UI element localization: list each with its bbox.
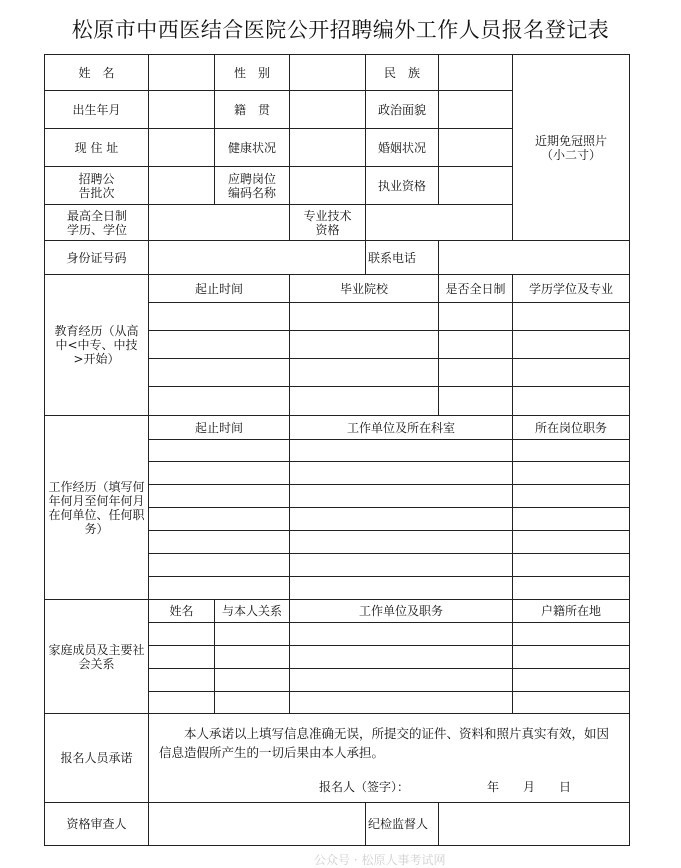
education-cell[interactable] xyxy=(149,387,290,416)
education-cell[interactable] xyxy=(149,331,290,359)
work-header-period: 起止时间 xyxy=(149,416,290,440)
family-cell[interactable] xyxy=(149,692,215,714)
work-cell[interactable] xyxy=(290,577,513,600)
family-cell[interactable] xyxy=(290,646,513,669)
watermark-text: 公众号 · 松原人事考试网 xyxy=(314,853,446,867)
pledge-signature[interactable]: 报名人（签字）： xyxy=(319,780,410,794)
marital-label: 婚姻状况 xyxy=(366,129,439,167)
notice-batch-label: 招聘公告批次 xyxy=(45,167,149,205)
family-cell[interactable] xyxy=(290,623,513,646)
education-cell[interactable] xyxy=(439,331,513,359)
native-place-label: 籍 贯 xyxy=(215,91,290,129)
family-cell[interactable] xyxy=(290,692,513,714)
political-status-field[interactable] xyxy=(439,91,513,129)
pledge-label: 报名人员承诺 xyxy=(45,714,149,803)
family-cell[interactable] xyxy=(215,692,290,714)
education-cell[interactable] xyxy=(290,331,439,359)
education-cell[interactable] xyxy=(290,359,439,387)
ethnicity-label: 民 族 xyxy=(366,55,439,91)
birth-field[interactable] xyxy=(149,91,215,129)
work-cell[interactable] xyxy=(149,440,290,462)
education-header-degree: 学历学位及专业 xyxy=(513,275,630,303)
work-cell[interactable] xyxy=(290,440,513,462)
id-number-label: 身份证号码 xyxy=(45,241,149,275)
family-cell[interactable] xyxy=(513,669,630,692)
education-header-school: 毕业院校 xyxy=(290,275,439,303)
education-history-label: 教育经历（从高中<中专、中技>开始） xyxy=(45,275,149,416)
health-field[interactable] xyxy=(290,129,366,167)
id-number-field[interactable] xyxy=(149,241,366,275)
work-cell[interactable] xyxy=(513,577,630,600)
health-label: 健康状况 xyxy=(215,129,290,167)
work-header-position: 所在岗位职务 xyxy=(513,416,630,440)
pledge-box xyxy=(149,714,630,803)
family-cell[interactable] xyxy=(215,669,290,692)
work-cell[interactable] xyxy=(290,531,513,554)
education-cell[interactable] xyxy=(439,303,513,331)
work-cell[interactable] xyxy=(290,508,513,531)
family-header-hukou: 户籍所在地 xyxy=(513,600,630,623)
address-label: 现 住 址 xyxy=(45,129,149,167)
education-cell[interactable] xyxy=(513,359,630,387)
education-header-fulltime: 是否全日制 xyxy=(439,275,513,303)
family-cell[interactable] xyxy=(149,623,215,646)
family-cell[interactable] xyxy=(215,623,290,646)
education-cell[interactable] xyxy=(513,387,630,416)
professional-title-label: 专业技术资格 xyxy=(290,205,366,241)
work-cell[interactable] xyxy=(513,554,630,577)
work-cell[interactable] xyxy=(290,554,513,577)
phone-field[interactable] xyxy=(439,241,630,275)
work-cell[interactable] xyxy=(149,554,290,577)
birth-label: 出生年月 xyxy=(45,91,149,129)
education-header-period: 起止时间 xyxy=(149,275,290,303)
family-header-relation: 与本人关系 xyxy=(215,600,290,623)
qualification-reviewer-field[interactable] xyxy=(149,803,366,846)
work-cell[interactable] xyxy=(149,508,290,531)
work-cell[interactable] xyxy=(513,462,630,485)
family-cell[interactable] xyxy=(149,646,215,669)
work-cell[interactable] xyxy=(513,485,630,508)
gender-label: 性 别 xyxy=(215,55,290,91)
education-cell[interactable] xyxy=(290,387,439,416)
license-label: 执业资格 xyxy=(366,167,439,205)
work-cell[interactable] xyxy=(513,508,630,531)
pledge-text: 本人承诺以上填写信息准确无误，所提交的证件、资料和照片真实有效，如因信息造假所产生的一切后果由本人承担。 xyxy=(159,726,610,760)
discipline-supervisor-field[interactable] xyxy=(439,803,630,846)
work-cell[interactable] xyxy=(149,485,290,508)
name-field[interactable] xyxy=(149,55,215,91)
marital-field[interactable] xyxy=(439,129,513,167)
education-cell[interactable] xyxy=(439,359,513,387)
phone-label: 联系电话 xyxy=(366,241,439,275)
position-code-field[interactable] xyxy=(290,167,366,205)
education-cell[interactable] xyxy=(513,331,630,359)
registration-form-table xyxy=(44,54,630,846)
education-cell[interactable] xyxy=(439,387,513,416)
education-field[interactable] xyxy=(149,205,290,241)
family-header-employer: 工作单位及职务 xyxy=(290,600,513,623)
education-cell[interactable] xyxy=(149,359,290,387)
work-cell[interactable] xyxy=(290,462,513,485)
education-label: 最高全日制学历、学位 xyxy=(45,205,149,241)
work-header-employer: 工作单位及所在科室 xyxy=(290,416,513,440)
gender-field[interactable] xyxy=(290,55,366,91)
work-history-label: 工作经历（填写何年何月至何年何月在何单位、任何职务） xyxy=(45,416,149,600)
work-cell[interactable] xyxy=(290,485,513,508)
native-place-field[interactable] xyxy=(290,91,366,129)
family-label: 家庭成员及主要社会关系 xyxy=(45,600,149,714)
education-cell[interactable] xyxy=(149,303,290,331)
ethnicity-field[interactable] xyxy=(439,55,513,91)
pledge-date[interactable]: 年 月 日 xyxy=(486,780,571,794)
qualification-reviewer-label: 资格审查人 xyxy=(45,803,149,846)
work-cell[interactable] xyxy=(513,440,630,462)
form-title: 松原市中西医结合医院公开招聘编外工作人员报名登记表 xyxy=(71,18,610,42)
family-cell[interactable] xyxy=(513,692,630,714)
education-cell[interactable] xyxy=(290,303,439,331)
notice-batch-field[interactable] xyxy=(149,167,215,205)
family-cell[interactable] xyxy=(290,669,513,692)
family-cell[interactable] xyxy=(215,646,290,669)
position-code-label: 应聘岗位编码名称 xyxy=(215,167,290,205)
family-cell[interactable] xyxy=(513,646,630,669)
address-field[interactable] xyxy=(149,129,215,167)
family-cell[interactable] xyxy=(513,623,630,646)
work-cell[interactable] xyxy=(149,577,290,600)
work-cell[interactable] xyxy=(149,531,290,554)
family-header-name: 姓名 xyxy=(149,600,215,623)
discipline-supervisor-label: 纪检监督人 xyxy=(366,803,439,846)
photo-box: 近期免冠照片（小二寸） xyxy=(513,55,630,241)
work-cell[interactable] xyxy=(513,531,630,554)
political-status-label: 政治面貌 xyxy=(366,91,439,129)
family-cell[interactable] xyxy=(149,669,215,692)
work-cell[interactable] xyxy=(149,462,290,485)
name-label: 姓 名 xyxy=(45,55,149,91)
license-field[interactable] xyxy=(439,167,513,205)
education-cell[interactable] xyxy=(513,303,630,331)
professional-title-field[interactable] xyxy=(366,205,513,241)
